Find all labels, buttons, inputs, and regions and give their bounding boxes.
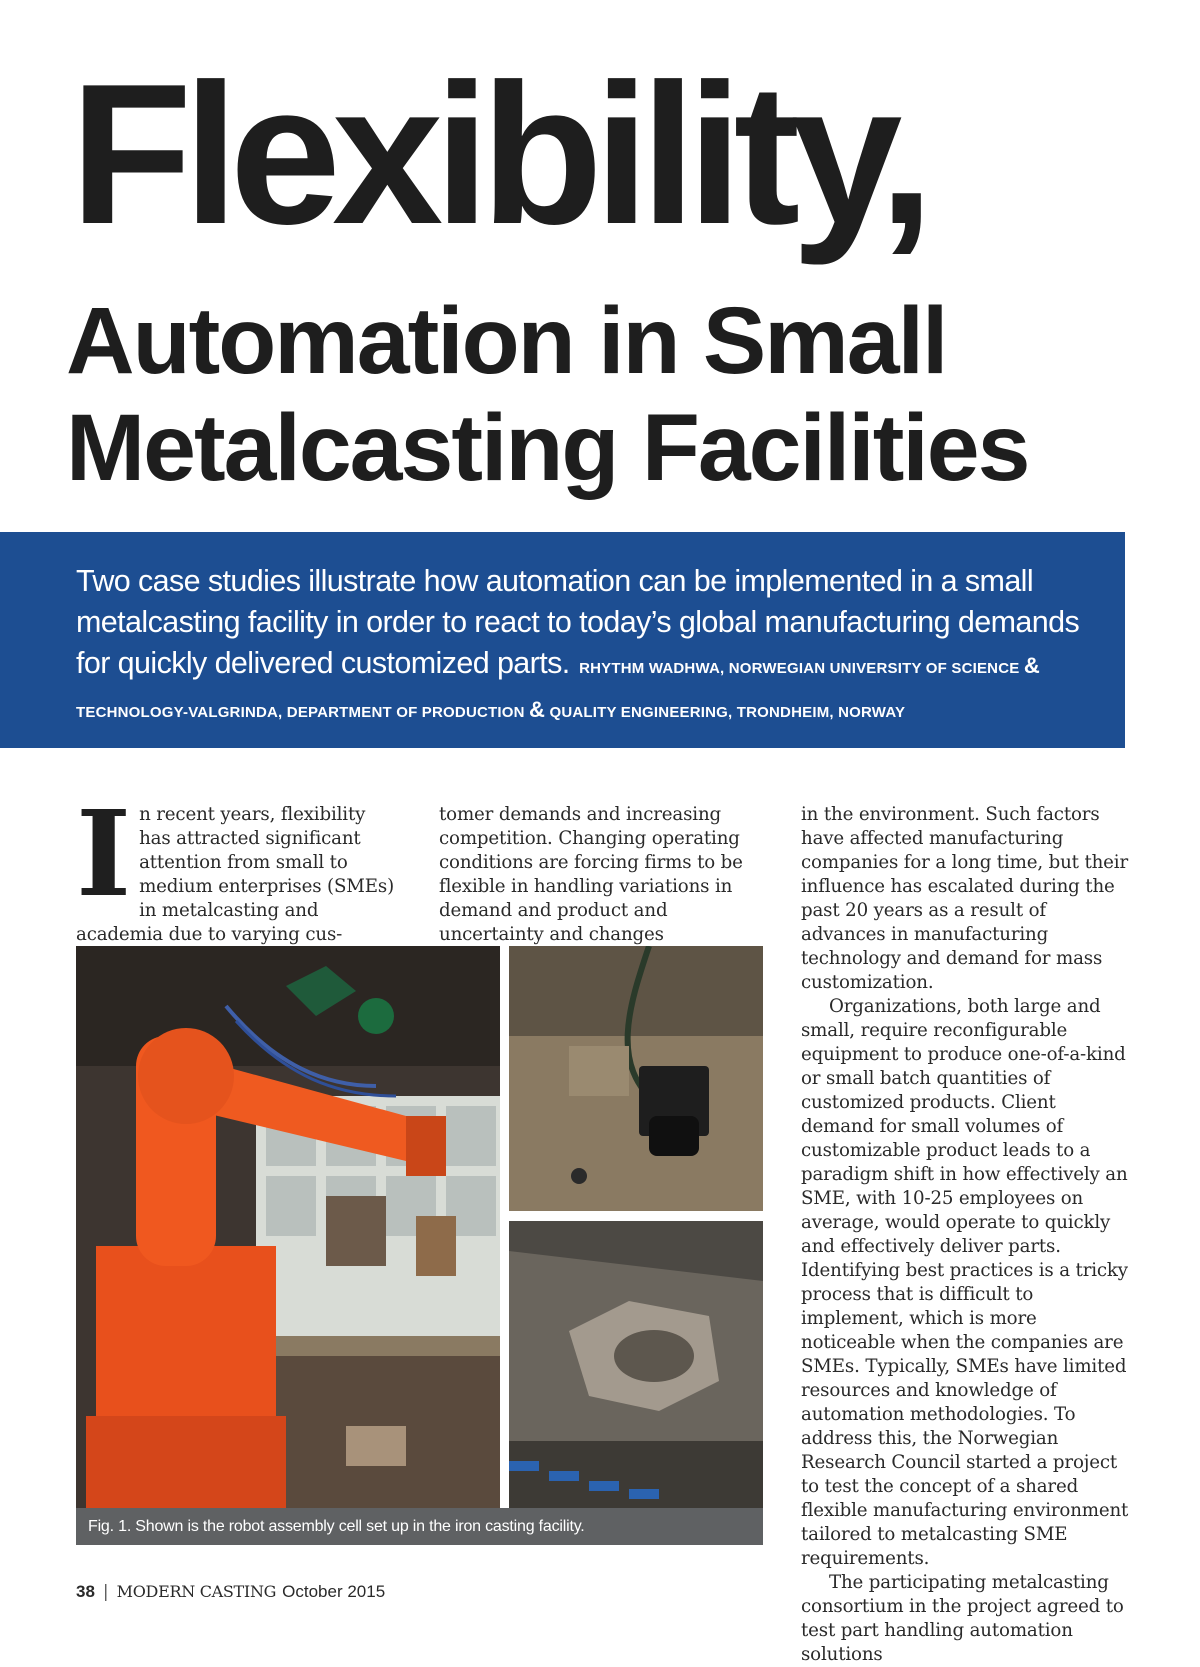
camera-photo — [509, 946, 763, 1211]
body-column-1 — [76, 784, 396, 947]
body-col3-para2: Organizations, both large and small, require reconfigurable equipment to produce one-of-a-kind or small batch quantities of customized products. Client demand for small volumes of customizable product leads to a paradigm shift in how effectively an SME, with 10-25 employees on average, would operate to quickly and effectively deliver parts. Identifying best practices is a tricky process that is difficult to implement, which is more noticeable when the companies are SMEs. Typically, SMEs have limited resources and knowledge of automation methodologies. To address this, the Norwegian Research Council started a project to test the concept of a shared flexible manufacturing environment tailored to metalcasting SME requirements. — [801, 996, 1129, 1569]
drop-cap: I — [76, 784, 132, 923]
page-footer — [76, 1582, 385, 1602]
headline-sub-line2: Metalcasting Facilities — [66, 395, 1029, 501]
robot-cell-photo — [76, 946, 500, 1508]
body-col3-para1: in the environment. Such factors have affected manufacturing companies for a long time, but their influence has escalated during the past 20 years as a result of advances in manufacturing technology and demand for mass customization. — [801, 804, 1129, 993]
byline-location: QUALITY ENGINEERING, TRONDHEIM, NORWAY — [549, 704, 906, 721]
body-column-2 — [439, 803, 764, 947]
deck-banner — [0, 532, 1125, 748]
byline-amp-2: & — [529, 697, 546, 722]
headline-sub — [66, 288, 1028, 502]
byline-author: RHYTHM WADHWA, NORWEGIAN UNIVERSITY OF SCIENCE — [579, 660, 1020, 677]
footer-separator: | — [102, 1582, 109, 1602]
byline-department: TECHNOLOGY-VALGRINDA, DEPARTMENT OF PRODUCTION — [76, 704, 525, 721]
headline-sub-line1: Automation in Small — [66, 288, 947, 394]
body-col2-text: tomer demands and increasing competition. Changing operating conditions are forcing firms to be flexible in handling variations in demand and product and uncertainty and changes — [439, 804, 743, 945]
issue-date: October 2015 — [282, 1582, 386, 1601]
headline-main: Flexibility, — [70, 43, 926, 266]
body-col1-text: n recent years, flexibility has attracted significant attention from small to medium enterprises (SMEs) in metalcasting and academia due to varying cus- — [76, 804, 395, 945]
page-number: 38 — [76, 1582, 95, 1601]
body-col3-para3: The participating metalcasting consortium in the project agreed to test part handling automation solutions — [801, 1572, 1124, 1665]
byline-amp-1: & — [1023, 653, 1040, 678]
casting-part-photo — [509, 1221, 763, 1508]
body-column-3 — [801, 803, 1131, 1667]
magazine-name: MODERN CASTING — [116, 1582, 277, 1601]
figure-caption: Fig. 1. Shown is the robot assembly cell set up in the iron casting facility. — [76, 1508, 763, 1545]
deck-text: Two case studies illustrate how automation can be implemented in a small metalcasting facility in order to react to today’s global manufacturing demands for quickly delivered customized parts. — [76, 564, 1080, 680]
